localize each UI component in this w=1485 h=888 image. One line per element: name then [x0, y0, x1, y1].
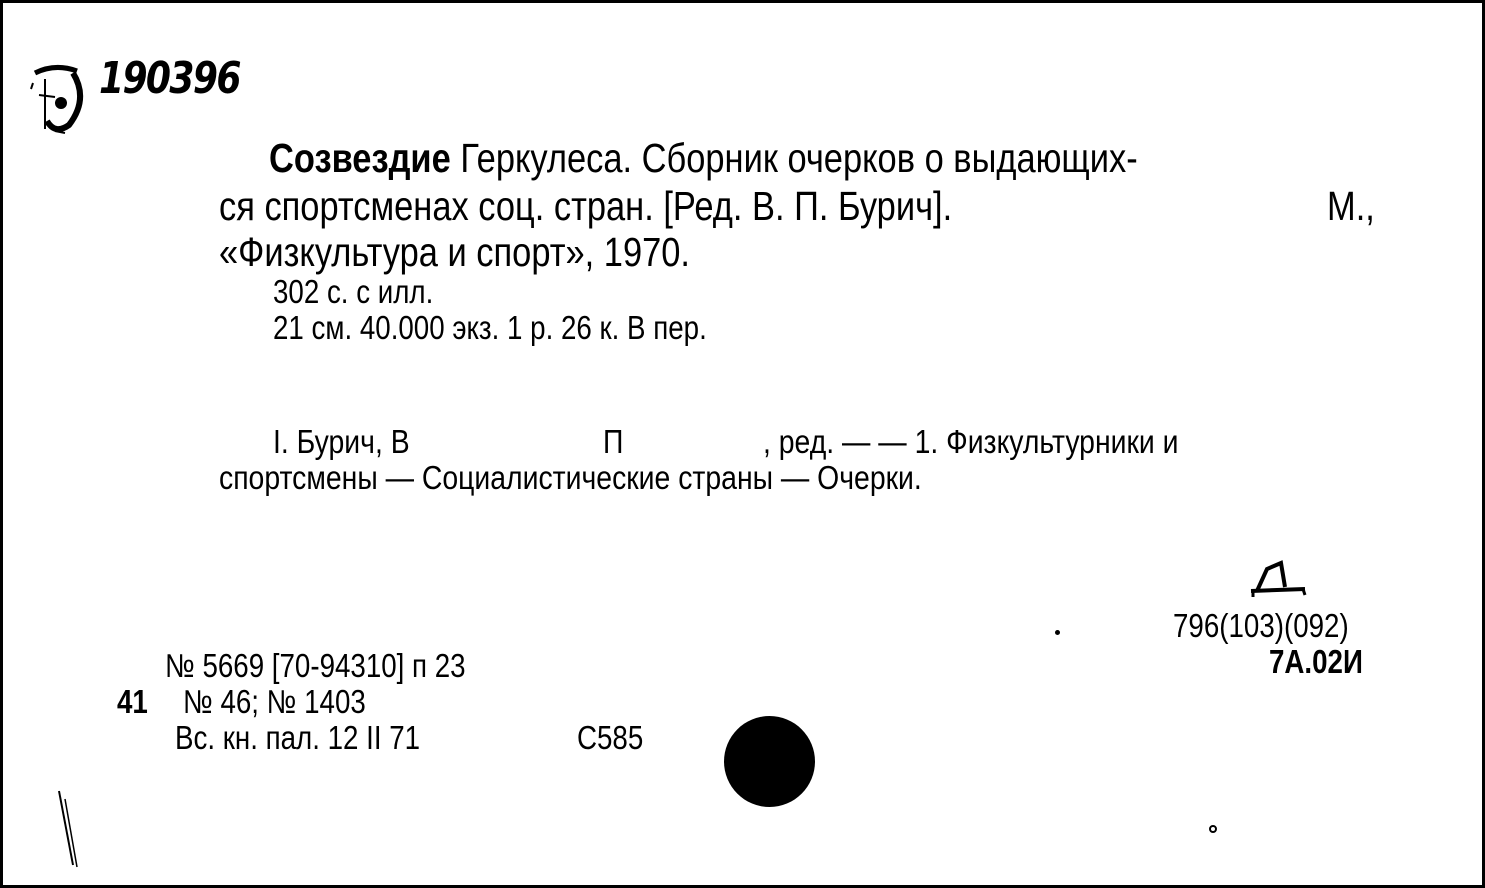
issue-line: № 46; № 1403: [183, 683, 366, 720]
small-ink-mark: [1207, 823, 1219, 835]
order-number-line: № 5669 [70-94310] п 23: [165, 647, 466, 684]
issue-prefix: 41: [117, 683, 148, 720]
title-line-2: [219, 183, 952, 230]
punched-hole: [724, 716, 815, 807]
ink-dot: [1055, 630, 1060, 635]
pen-scratch-mark: [55, 789, 85, 869]
handwritten-letter-mark: [1247, 559, 1317, 599]
library-stamp-icon: [25, 59, 95, 139]
title-line-2-place: М.,: [1327, 183, 1375, 229]
title-line-1-text: Геркулеса. Сборник очерков о выдающих-: [450, 135, 1138, 181]
collation-pages: 302 с. с илл.: [273, 273, 434, 310]
classification-code: 7А.02И: [1269, 643, 1363, 680]
tracing-editor-a: I. Бурич, В: [273, 423, 410, 460]
register-code: С585: [577, 719, 644, 756]
title-keyword: Созвездие: [269, 135, 451, 181]
card-number: 190396: [99, 53, 240, 104]
collation-size-price: 21 см. 40.000 экз. 1 р. 26 к. В пер.: [273, 309, 707, 346]
title-line-3: «Физкультура и спорт», 1970.: [219, 229, 690, 275]
title-line-1: [269, 135, 1138, 182]
tracing-subjects: спортсмены — Социалистические страны — Очерки.: [219, 459, 922, 496]
tracing-editor-c: , ред. — — 1. Физкультурники и: [763, 423, 1179, 460]
title-line-2-text: ся спортсменах соц. стран. [Ред. В. П. Бурич].: [219, 183, 953, 229]
tracing-editor-b: П: [603, 423, 624, 460]
register-line: Вс. кн. пал. 12 II 71: [175, 719, 421, 756]
udc-code: 796(103)(092): [1173, 607, 1349, 644]
